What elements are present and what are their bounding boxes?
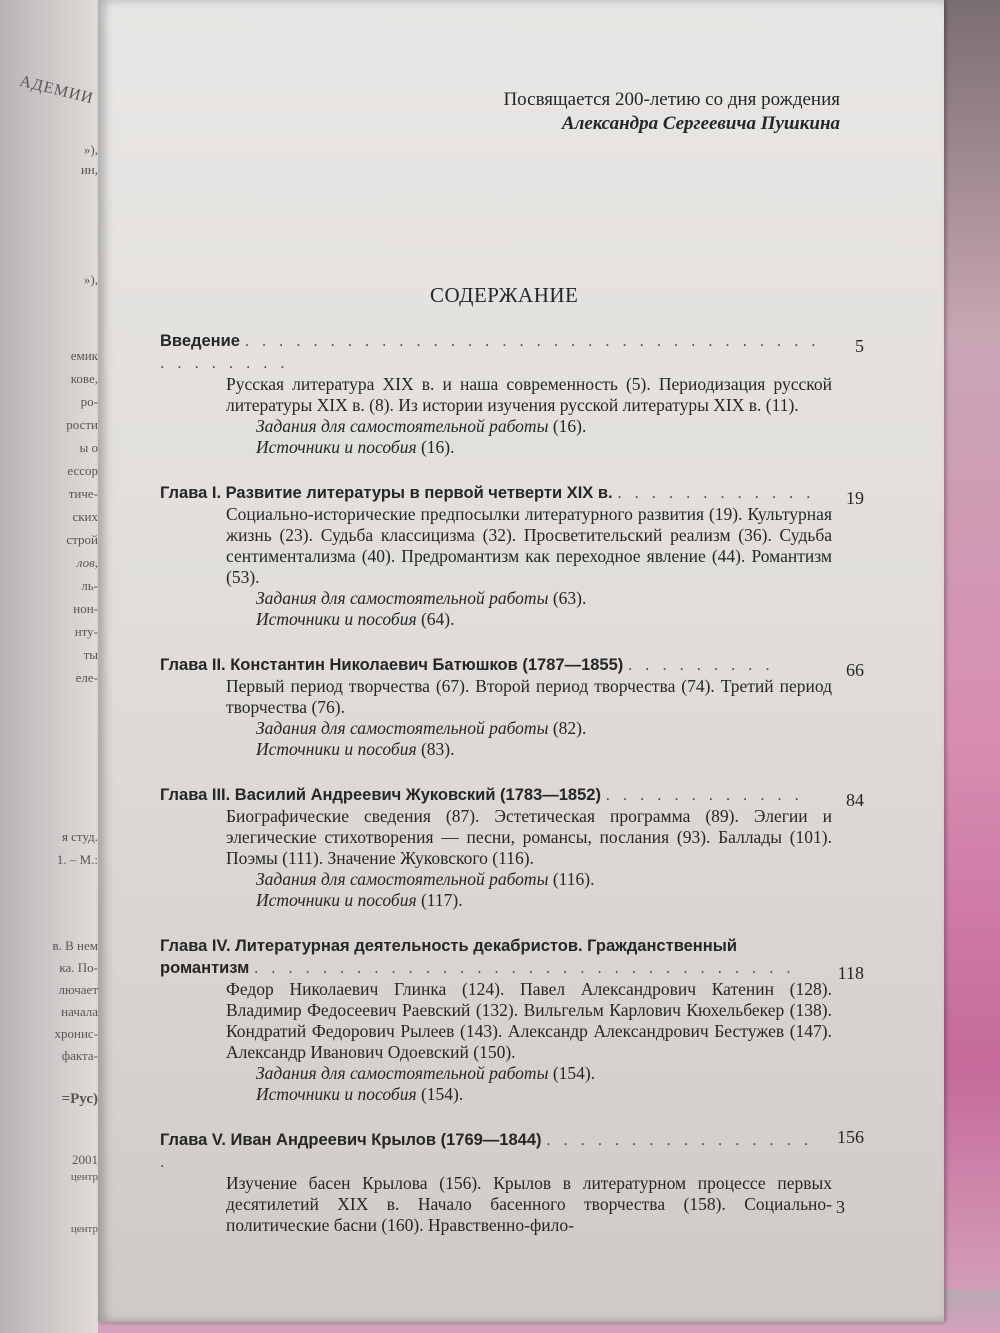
- fragment: центр: [70, 1171, 98, 1183]
- tasks-line: [256, 1063, 832, 1084]
- entry-title: Глава II. Константин Николаевич Батюшков (1787—1855): [160, 656, 624, 674]
- entry-page-number: 66: [846, 660, 864, 680]
- dedication-line: Посвящается 200-летию со дня рождения: [503, 89, 840, 110]
- fragment: лючает: [58, 982, 98, 997]
- tasks-page: (16).: [552, 416, 587, 436]
- sources-line: [256, 739, 832, 760]
- fragment: ты: [83, 647, 98, 662]
- fragment: ессор: [67, 463, 98, 478]
- sources-line: [256, 609, 832, 630]
- sources-label: Источники и пособия: [256, 1084, 417, 1104]
- entry-title: Глава I. Развитие литературы в первой четверти XIX в.: [160, 484, 613, 502]
- fragment: ро-: [80, 394, 98, 409]
- tasks-label: Задания для самостоятельной работы: [256, 1063, 549, 1083]
- entry-page-number: 19: [846, 488, 864, 508]
- fragment: емик: [70, 348, 98, 363]
- entry-page-number: 5: [855, 336, 864, 356]
- entry-description: Русская литература XIX в. и наша современность (5). Периодизация русской литературы XIX в. (8). Из истории изучения русской литературы XIX в. (11).: [226, 374, 832, 415]
- entry-description: Первый период творчества (67). Второй период творчества (74). Третий период творчества (76).: [226, 676, 832, 717]
- fragment: я студ.: [61, 829, 98, 844]
- entry-description: Изучение басен Крылова (156). Крылов в литературном процессе первых десятилетий XIX в. Начало басенного творчества (158). Социально-политические басни (160). Нравственно-фило-: [226, 1173, 832, 1235]
- sources-page: (154).: [420, 1084, 464, 1104]
- fragment: ин,: [80, 162, 98, 177]
- tasks-label: Задания для самостоятельной работы: [256, 869, 549, 889]
- book-page: [98, 0, 944, 1322]
- fragment: рости: [66, 417, 98, 432]
- table-of-contents: [160, 330, 864, 1260]
- sources-label: Источники и пособия: [256, 609, 417, 629]
- toc-entry-chapter-1[interactable]: Глава I. Развитие литературы в первой четверти XIX в. . . . . . . . . . . . . 19 Социально-исторические предпосылки литературного развития (19). Культурная жизнь (23). Судьба классицизма (32). Просветительский реализм (36). Судьба сентиментализма (40). Предромантизм как переходное явление (44). Романтизм (53). Задания для самостоятельной работы (63). Источники и пособия (64).: [160, 484, 864, 629]
- entry-description: Федор Николаевич Глинка (124). Павел Александрович Катенин (128). Владимир Федосеевич Раевский (132). Вильгельм Карлович Кюхельбекер (138). Кондратий Федорович Рылеев (143). Александр Александрович Бестужев (147). Александр Иванович Одоевский (150).: [226, 979, 832, 1062]
- sources-label: Источники и пособия: [256, 890, 417, 910]
- fragment: нту-: [74, 624, 98, 639]
- sources-page: (117).: [420, 890, 463, 910]
- toc-entry-chapter-5[interactable]: Глава V. Иван Андреевич Крылов (1769—1844) . . . . . . . . . . . . . . . . . 156 Изучение басен Крылова (156). Крылов в литературном процессе первых десятилетий XIX в. Начало басенного творчества (158). Социально-политические басни (160). Нравственно-фило-: [160, 1127, 864, 1235]
- tasks-label: Задания для самостоятельной работы: [256, 416, 549, 436]
- fragment: ль-: [81, 578, 98, 593]
- entry-page-number: 156: [837, 1127, 864, 1147]
- fragment: 1. – М.:: [56, 852, 98, 867]
- toc-entry-chapter-2[interactable]: Глава II. Константин Николаевич Батюшков (1787—1855) . . . . . . . . . 66 Первый период творчества (67). Второй период творчества (74). Третий период творчества (76). Задания для самостоятельной работы (82). Источники и пособия (83).: [160, 656, 864, 759]
- fragment: факта-: [61, 1048, 98, 1063]
- fragment-heading: АДЕМИИ: [18, 72, 96, 108]
- entry-description: Биографические сведения (87). Эстетическая программа (89). Элегии и элегические стихотворения — песни, романсы, послания (93). Баллады (101). Поэмы (111). Значение Жуковского (116).: [226, 806, 832, 868]
- entry-description: Социально-исторические предпосылки литературного развития (19). Культурная жизнь (23). Судьба классицизма (32). Просветительский реализм (36). Судьба сентиментализма (40). Предромантизм как переходное явление (44). Романтизм (53).: [226, 504, 832, 587]
- fragment: в. В нем: [52, 938, 98, 953]
- fragment: тиче-: [68, 486, 98, 501]
- entry-title: Глава V. Иван Андреевич Крылов (1769—1844): [160, 1131, 542, 1149]
- fragment: ка. По-: [59, 960, 98, 975]
- page-folio: 3: [836, 1197, 845, 1217]
- fragment: кове,: [70, 371, 98, 386]
- fragment: ских: [72, 509, 98, 524]
- fragment: еле-: [75, 670, 98, 685]
- tasks-label: Задания для самостоятельной работы: [256, 718, 549, 738]
- toc-entry-chapter-3[interactable]: Глава III. Василий Андреевич Жуковский (1783—1852) . . . . . . . . . . . . 84 Биографические сведения (87). Эстетическая программа (89). Элегии и элегические стихотворения — песни, романсы, послания (93). Баллады (101). Поэмы (111). Значение Жуковского (116). Задания для самостоятельной работы (116). Источники и пособия (117).: [160, 786, 864, 910]
- fragment: »),: [83, 272, 98, 287]
- fragment: лов,: [76, 555, 98, 570]
- sources-label: Источники и пособия: [256, 437, 417, 457]
- sources-label: Источники и пособия: [256, 739, 417, 759]
- dedication: [503, 88, 840, 136]
- entry-title: Глава III. Василий Андреевич Жуковский (1783—1852): [160, 786, 601, 804]
- sources-line: [256, 1084, 832, 1105]
- fragment: ы о: [79, 440, 98, 455]
- fragment: хронис-: [54, 1026, 98, 1041]
- tasks-line: [256, 869, 832, 890]
- fragment: нон-: [73, 601, 98, 616]
- fragment: »),: [83, 142, 98, 157]
- entry-page-number: 118: [837, 963, 864, 983]
- previous-page-edge: [0, 0, 98, 1333]
- sources-line: [256, 437, 832, 458]
- fragment: строй: [66, 532, 98, 547]
- sources-page: (64).: [420, 609, 455, 629]
- entry-page-number: 84: [846, 790, 864, 810]
- tasks-page: (116).: [552, 869, 595, 889]
- sources-line: [256, 890, 832, 911]
- fragment: начала: [61, 1004, 98, 1019]
- sources-page: (83).: [420, 739, 455, 759]
- toc-entry-introduction[interactable]: Введение . . . . . . . . . . . . . . . . . . . . . . . . . . . . . . . . . . . . . . . . . . 5 Русская литература XIX в. и наша современность (5). Периодизация русской литературы XIX в. (8). Из истории изучения русской литературы XIX в. (11). Задания для самостоятельной работы (16). Источники и пособия (16).: [160, 332, 864, 457]
- dedication-name: Александра Сергеевича Пушкина: [561, 113, 840, 134]
- tasks-page: (154).: [552, 1063, 596, 1083]
- tasks-page: (82).: [552, 718, 587, 738]
- tasks-line: [256, 588, 832, 609]
- fragment: =Рус): [61, 1091, 98, 1107]
- tasks-page: (63).: [552, 588, 587, 608]
- entry-title: Глава IV. Литературная деятельность декабристов. Гражданственный романтизм: [160, 937, 737, 977]
- tasks-line: [256, 718, 832, 739]
- fragment: 2001: [72, 1152, 98, 1167]
- fragment: центр: [70, 1223, 98, 1235]
- sources-page: (16).: [420, 437, 455, 457]
- tasks-line: [256, 416, 832, 437]
- tasks-label: Задания для самостоятельной работы: [256, 588, 549, 608]
- toc-entry-chapter-4[interactable]: Глава IV. Литературная деятельность декабристов. Гражданственный романтизм . . . . . . . . . . . . . . . . . . . . . . . . . . . . . . . . 118 Федор Николаевич Глинка (124). Павел Александрович Катенин (128). Владимир Федосеевич Раевский (132). Вильгельм Карлович Кюхельбекер (138). Кондратий Федорович Рылеев (143). Александр Александрович Бестужев (147). Александр Иванович Одоевский (150). Задания для самостоятельной работы (154). Источники и пособия (154).: [160, 937, 864, 1104]
- toc-title: СОДЕРЖАНИЕ: [430, 283, 579, 307]
- entry-title: Введение: [160, 332, 240, 350]
